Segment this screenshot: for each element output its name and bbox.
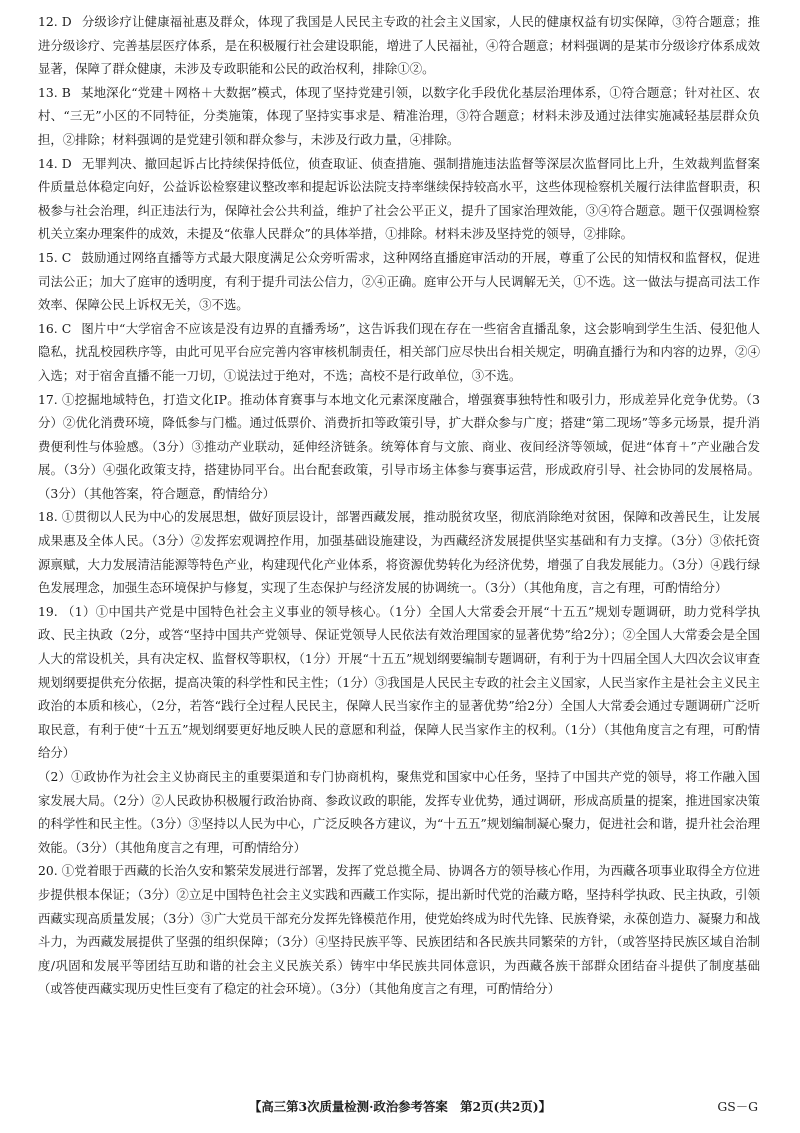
item-number: 13. bbox=[38, 84, 58, 100]
item-explanation: 某地深化“党建＋网格＋大数据”模式，体现了坚持党建引领，以数字化手段优化基层治理体系，①符合题意；针对社区、农村、“三无”小区的不同特征，分类施策，体现了坚持实事求是、精准治理，③符合题意；材料未涉及通过法律实施减轻基层群众负担，②排除；材料强调的是党建引领和群众参与，未涉及行政力量，④排除。 bbox=[38, 84, 760, 147]
answer-item-12 bbox=[38, 10, 760, 81]
answer-list bbox=[38, 10, 760, 1001]
item-explanation: ①党着眼于西藏的长治久安和繁荣发展进行部署，发挥了党总揽全局、协调各方的领导核心作用，为西藏各项事业取得全方位进步提供根本保证；（3分）②立足中国特色社会主义实践和西藏工作实际，提出新时代党的治藏方略，坚持科学执政、民主执政，引领西藏实现高质量发展；（3分）③广大党员干部充分发挥先锋模范作用，使党始终成为时代先锋、民族脊梁，永葆创造力、凝聚力和战斗力，为西藏发展提供了坚强的组织保障；（3分）④坚持民族平等、民族团结和各民族共同繁荣的方针，（或答坚持民族区域自治制度/巩固和发展平等团结互助和谐的社会主义民族关系）铸牢中华民族共同体意识，为西藏各族干部群众团结奋斗提供了制度基础（或答使西藏实现历史性巨变有了稳定的社会环境）。（3分）（其他角度言之有理，可酌情给分） bbox=[38, 863, 760, 997]
page-footer bbox=[0, 1097, 800, 1117]
answer-item-19-part-2 bbox=[38, 765, 760, 859]
item-explanation: ①挖掘地域特色，打造文化IP。推动体育赛事与本地文化元素深度融合，增强赛事独特性和吸引力，形成差异化竞争优势。（3分）②优化消费环境，降低参与门槛。通过低票价、消费折扣等政策引导，扩大群众参与广度；搭建“第二现场”等多元场景，提升消费便利性与体验感。（3分）③推动产业联动，延伸经济链条。统筹体育与文旅、商业、夜间经济等领域，促进“体育＋”产业融合发展。（3分）④强化政策支持，搭建协同平台。出台配套政策，引导市场主体参与赛事运营，形成政府引导、社会协同的发展格局。（3分）（其他答案，符合题意，酌情给分） bbox=[38, 391, 760, 501]
item-explanation: （1）①中国共产党是中国特色社会主义事业的领导核心。（1分）全国人大常委会开展“十五五”规划专题调研，助力党科学执政、民主执政（2分，或答“坚持中国共产党领导、保证党领导人民依法有效治理国家的显著优势”给2分）；②全国人大常委会是全国人大的常设机关，具有决定权、监督权等职权，（1分）开展“十五五”规划纲要编制专题调研，有利于为十四届全国人大四次会议审查规划纲要提供充分依据，提高决策的科学性和民主性；（1分）③我国是人民民主专政的社会主义国家，人民当家作主是社会主义民主政治的本质和核心，（2分，若答“践行全过程人民民主，保障人民当家作主的显著优势”给2分）全国人大常委会通过专题调研广泛听取民意，有利于使“十五五”规划纲要更好地反映人民的意愿和利益，保障人民当家作主的权利。（1分）（其他角度言之有理，可酌情给分） bbox=[38, 603, 760, 761]
item-number: 19. bbox=[38, 603, 58, 619]
item-choice: D bbox=[61, 155, 72, 171]
answer-item-15 bbox=[38, 246, 760, 317]
footer-title: 【高三第3次质量检测·政治参考答案 第2页(共2页)】 bbox=[248, 1099, 552, 1114]
answer-item-14 bbox=[38, 152, 760, 246]
item-explanation: 图片中“大学宿舍不应该是没有边界的直播秀场”，这告诉我们现在存在一些宿舍直播乱象，这会影响到学生生活、侵犯他人隐私，扰乱校园秩序等，由此可见平台应完善内容审核机制责任，相关部门应尽快出台相关规定，明确直播行为和内容的边界，②④入选；对于宿舍直播不能一刀切，①说法过于绝对，不选；高校不是行政单位，③不选。 bbox=[38, 320, 760, 383]
item-choice: C bbox=[61, 320, 72, 336]
answer-item-20 bbox=[38, 859, 760, 1001]
item-number: 15. bbox=[38, 249, 58, 265]
answer-item-16 bbox=[38, 317, 760, 388]
answer-item-13 bbox=[38, 81, 760, 152]
answer-item-19-part-1 bbox=[38, 600, 760, 765]
item-number: 17. bbox=[38, 391, 58, 407]
item-explanation: 鼓励通过网络直播等方式最大限度满足公众旁听需求，这种网络直播庭审活动的开展，尊重了公民的知情权和监督权，促进司法公正；加大了庭审的透明度，有利于提升司法公信力，②④正确。庭审公开与人民调解无关，①不选。这一做法与提高司法工作效率、保障公民上诉权无关，③不选。 bbox=[38, 249, 760, 313]
item-explanation: 无罪判决、撤回起诉占比持续保持低位，侦查取证、侦查措施、强制措施违法监督等深层次监督同比上升，生效裁判监督案件质量总体稳定向好，公益诉讼检察建议整改率和提起诉讼法院支持率继续保持较高水平，这些体现检察机关履行法律监督职责，积极参与社会治理，纠正违法行为，保障社会公共利益，维护了社会公平正义，提升了国家治理效能，③④符合题意。题干仅强调检察机关立案办理案件的成效，未提及“依靠人民群众”的具体举措，①排除。材料未涉及坚持党的领导，②排除。 bbox=[38, 155, 760, 242]
answer-item-17 bbox=[38, 388, 760, 506]
item-explanation: ①贯彻以人民为中心的发展思想，做好顶层设计，部署西藏发展，推动脱贫攻坚，彻底消除绝对贫困，保障和改善民生，让发展成果惠及全体人民。（3分）②发挥宏观调控作用，加强基础设施建设，为西藏经济发展提供坚实基础和有力支撑。（3分）③依托资源禀赋，大力发展清洁能源等特色产业，构建现代化产业体系，将资源优势转化为经济优势，增强了自我发展能力。（3分）④践行绿色发展理念，加强生态环境保护与修复，实现了生态保护与经济发展的协调统一。（3分）（其他角度，言之有理，可酌情给分） bbox=[38, 509, 760, 596]
item-choice: C bbox=[61, 249, 72, 265]
item-number: 12. bbox=[38, 14, 58, 29]
item-number: 16. bbox=[38, 320, 58, 336]
item-choice: D bbox=[61, 14, 72, 29]
item-number: 18. bbox=[38, 509, 58, 525]
item-choice: B bbox=[61, 84, 71, 100]
item-number: 20. bbox=[38, 863, 58, 879]
item-number: 14. bbox=[38, 155, 58, 171]
answer-item-18 bbox=[38, 505, 760, 599]
item-explanation: （2）①政协作为社会主义协商民主的重要渠道和专门协商机构，聚焦党和国家中心任务，坚持了中国共产党的领导，将工作融入国家发展大局。（2分）②人民政协积极履行政治协商、参政议政的职能，发挥专业优势，通过调研，形成高质量的提案，推进国家决策的科学性和民主性。（3分）③坚持以人民为中心，广泛反映各方建议，为“十五五”规划编制凝心聚力，促进社会和谐，提升社会治理效能。（3分）（其他角度言之有理，可酌情给分） bbox=[38, 769, 760, 855]
item-explanation: 分级诊疗让健康福祉惠及群众，体现了我国是人民民主专政的社会主义国家，人民的健康权益有切实保障，③符合题意；推进分级诊疗、完善基层医疗体系，是在积极履行社会建设职能，增进了人民福祉，④符合题意；材料强调的是某市分级诊疗体系成效显著，保障了群众健康，未涉及专政职能和公民的政治权利，排除①②。 bbox=[38, 14, 760, 77]
footer-code: GS－G bbox=[717, 1099, 758, 1114]
